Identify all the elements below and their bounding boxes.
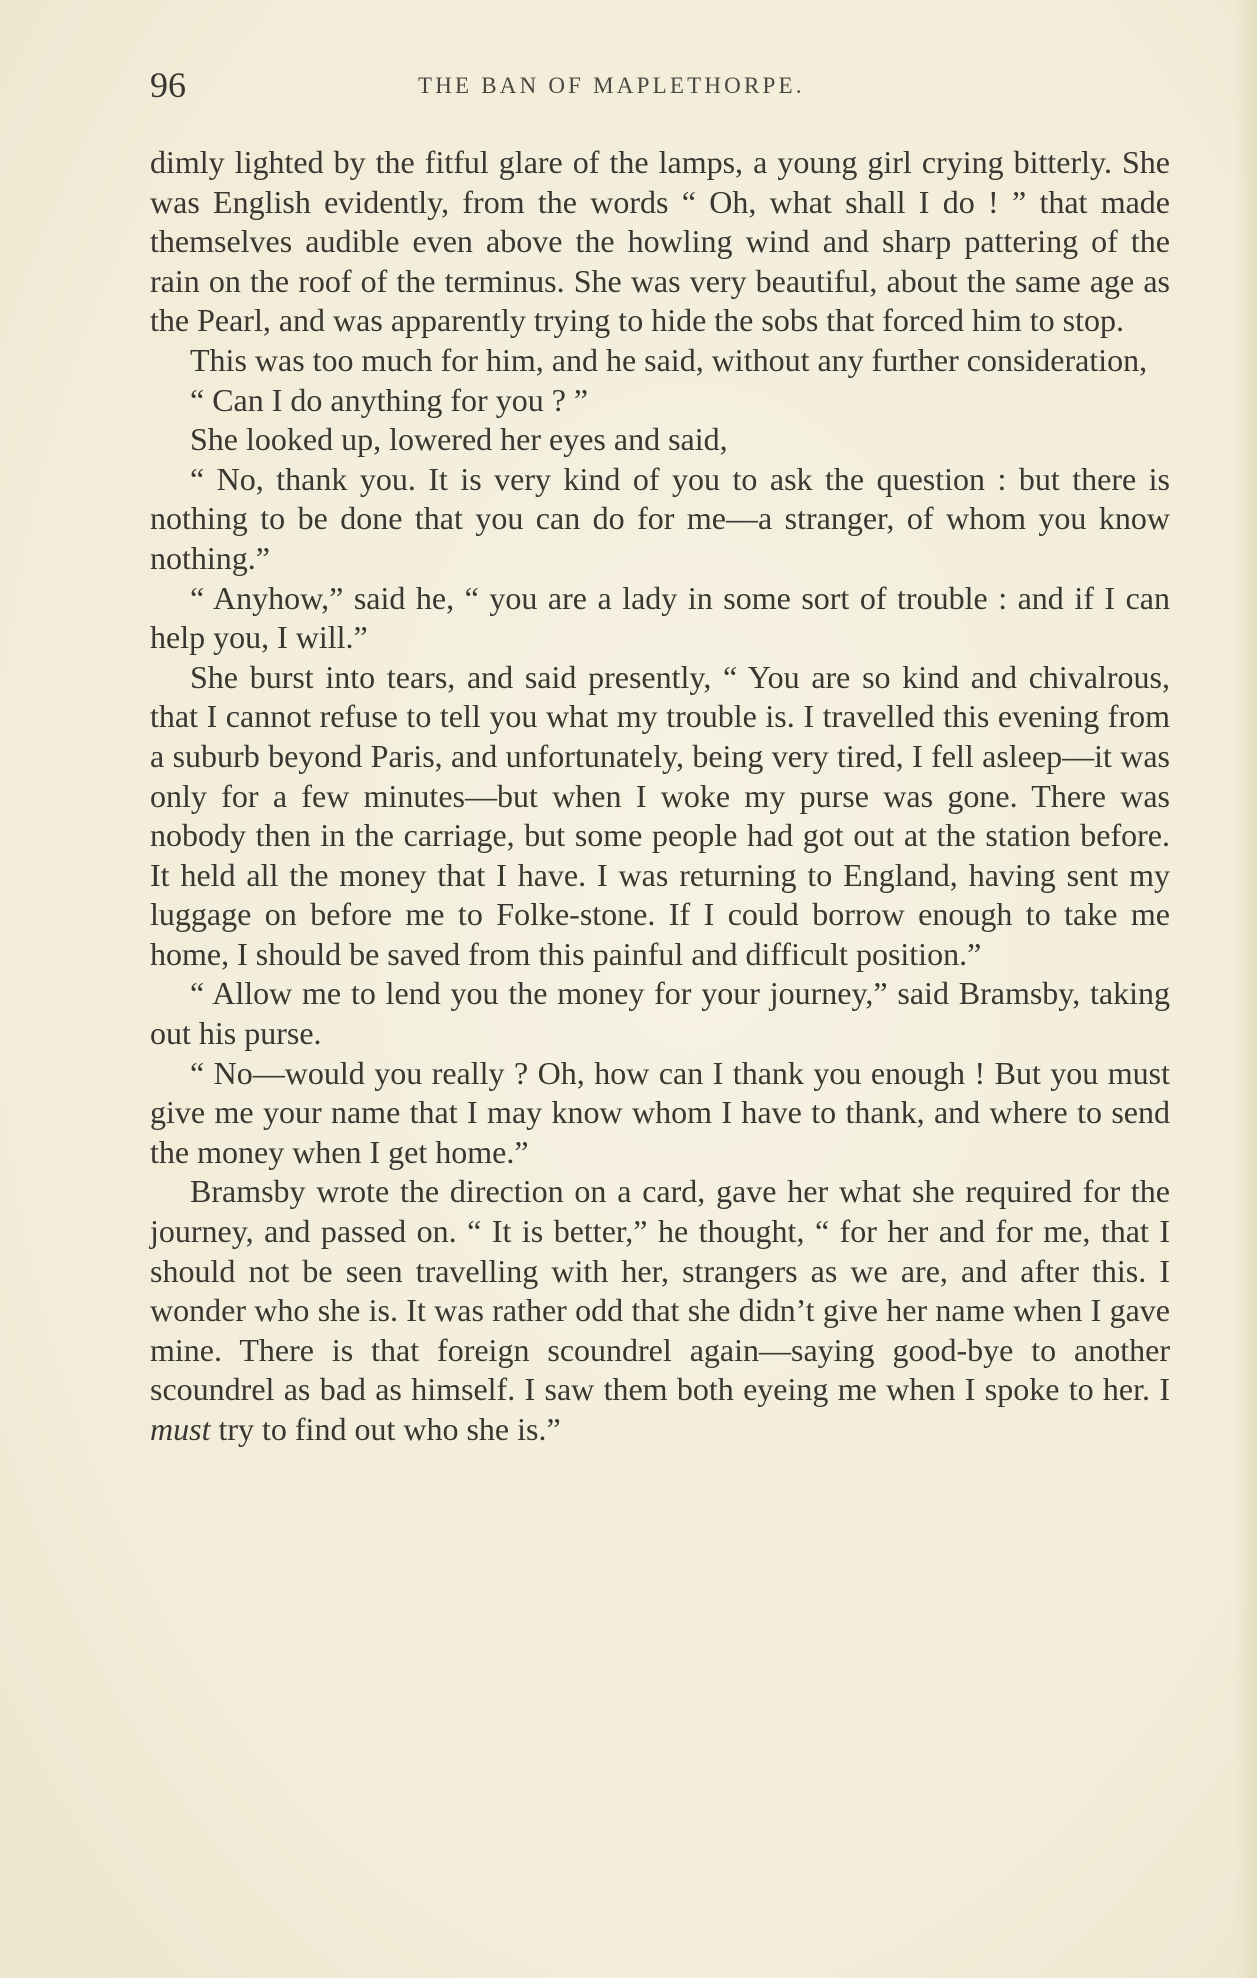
paragraph-10-tail: try to find out who she is.” xyxy=(218,1411,561,1447)
paragraph-10 xyxy=(150,1172,1170,1449)
emphasis-must: must xyxy=(150,1411,211,1447)
running-title: THE BAN OF MAPLETHORPE. xyxy=(418,73,805,98)
page-number: 96 xyxy=(150,65,186,105)
paragraph-5: “ No, thank you. It is very kind of you to ask the question : but there is nothing to be done that you can do for me—a stranger, of whom you know nothing.” xyxy=(150,460,1170,576)
paragraph-4: She looked up, lowered her eyes and said, xyxy=(190,421,728,458)
body-text xyxy=(150,143,1170,1450)
paragraph-7: She burst into tears, and said presently, “ You are so kind and chivalrous, that I cannot refuse to tell you what my trouble is. I travelled this evening from a suburb beyond Paris, and unfortunately, being very tired, I fell asleep—it was only for a few minutes—but when I woke my purse was gone. There was nobody then in the carriage, but some people had got out at the station before. It held all the money that I have. I was returning to England, having sent my luggage on before me to Folke-stone. If I could borrow enough to take me home, I should be saved from this painful and difficult position.” xyxy=(150,658,1170,972)
paragraph-10-main: Bramsby wrote the direction on a card, gave her what she required for the journey, and passed on. “ It is better,” he thought, “ for her and for me, that I should not be seen travelling with her, strangers as we are, and after this. I wonder who she is. It was rather odd that she didn’t give her name when I gave mine. There is that foreign scoundrel again—saying good-bye to another scoundrel as bad as himself. I saw them both eyeing me when I spoke to her. I xyxy=(150,1173,1170,1408)
paragraph-3: “ Can I do anything for you ? ” xyxy=(190,381,589,418)
paragraph-9: “ No—would you really ? Oh, how can I thank you enough ! But you must give me your name that I may know whom I have to thank, and where to send the money when I get home.” xyxy=(150,1054,1170,1170)
page-edge-shadow xyxy=(1235,0,1257,1978)
paragraph-2: This was too much for him, and he said, without any further consideration, xyxy=(190,341,1148,378)
paragraph-6: “ Anyhow,” said he, “ you are a lady in some sort of trouble : and if I can help you, I will.” xyxy=(150,579,1170,656)
page-header xyxy=(150,62,1170,108)
paragraph-1: dimly lighted by the fitful glare of the lamps, a young girl crying bitterly. She was English evidently, from the words “ Oh, what shall I do ! ” that made themselves audible even above the howling wind and sharp pattering of the rain on the roof of the terminus. She was very beautiful, about the same age as the Pearl, and was apparently trying to hide the sobs that forced him to stop. xyxy=(150,144,1170,339)
paragraph-8: “ Allow me to lend you the money for your journey,” said Bramsby, taking out his purse. xyxy=(150,975,1170,1052)
